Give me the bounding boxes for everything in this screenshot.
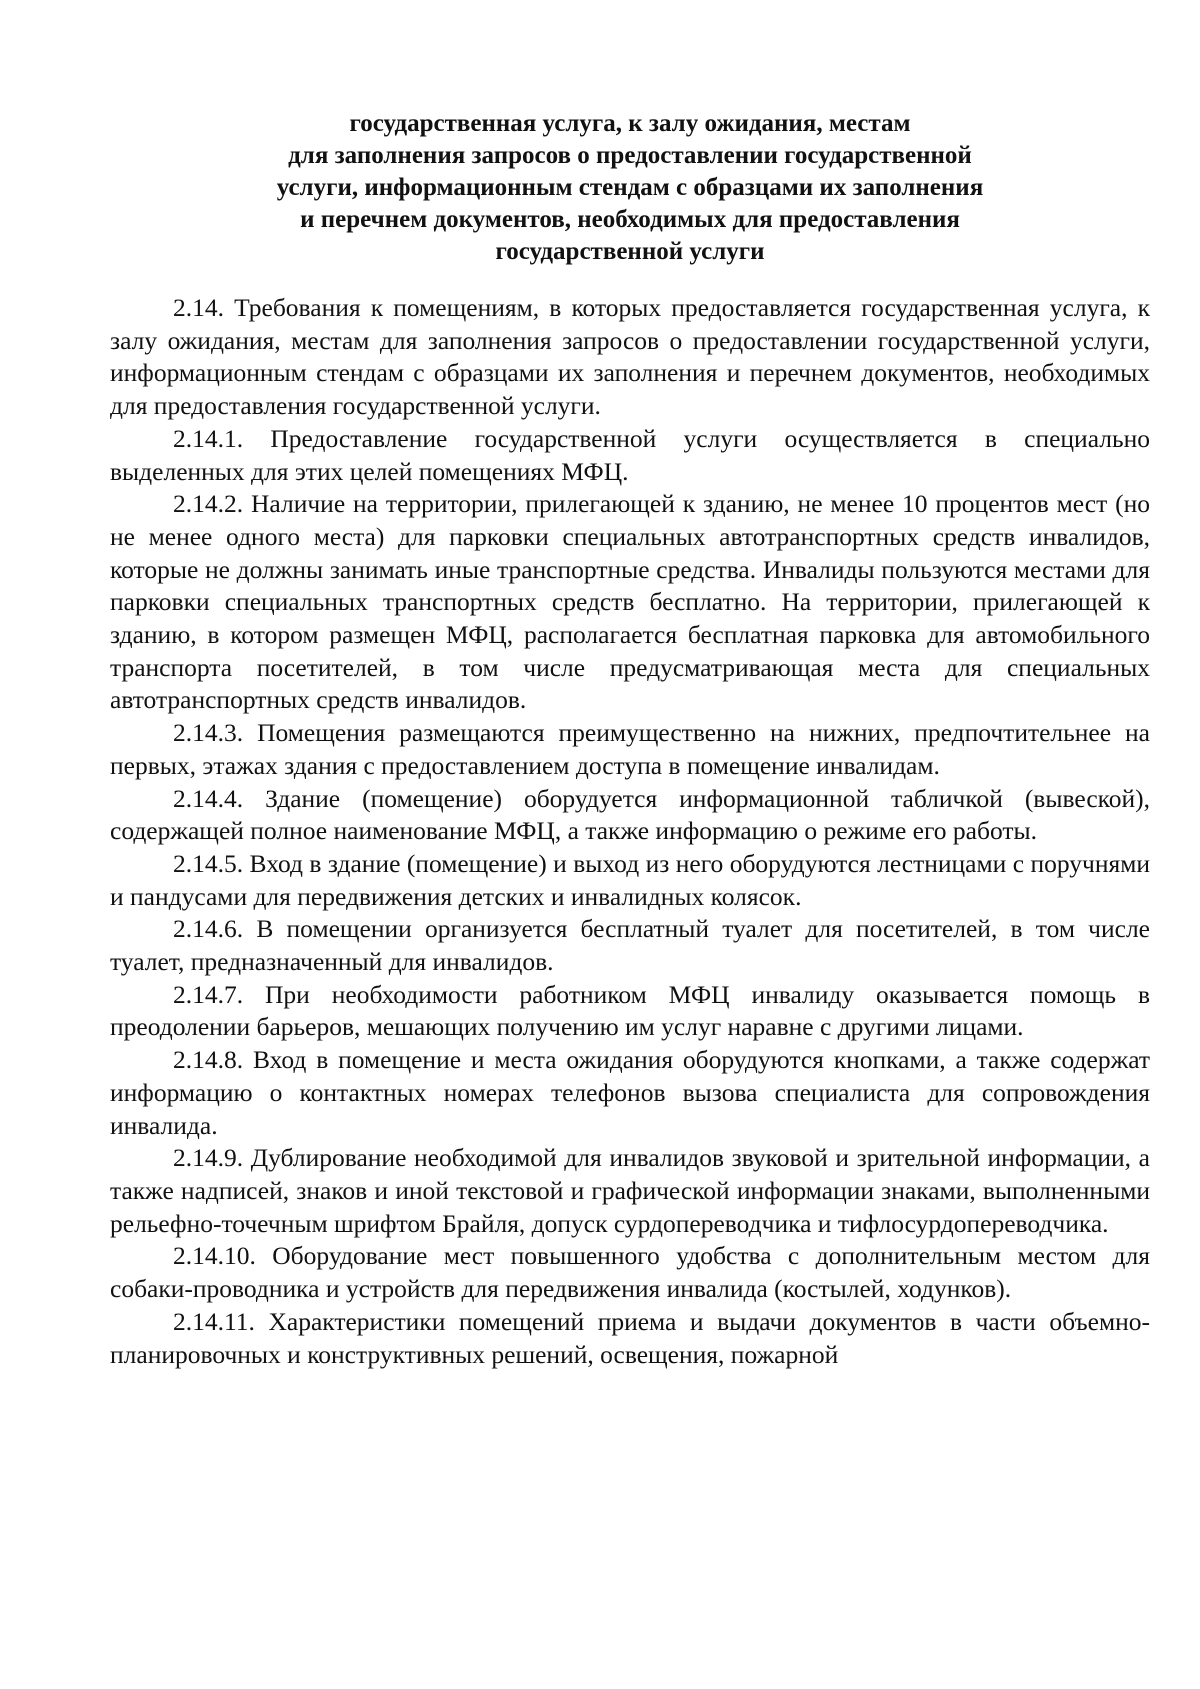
heading-line: для заполнения запросов о предоставлении государственной bbox=[288, 142, 972, 169]
heading-line: государственной услуги bbox=[495, 238, 765, 265]
paragraph-2-14-11: 2.14.11. Характеристики помещений приема и выдачи документов в части объемно-планировочных и конструктивных решений, освещения, пожарной bbox=[110, 1306, 1150, 1369]
paragraph-2-14: 2.14. Требования к помещениям, в которых предоставляется государственная услуга, к залу ожидания, местам для заполнения запросов о предоставлении государственной услуги, информационным стендам с образцами их заполнения и перечнем документов, необходимых для предоставления государственной услуги. bbox=[110, 293, 1150, 421]
document-page bbox=[110, 108, 1150, 1371]
section-heading bbox=[110, 108, 1150, 268]
heading-line: услуги, информационным стендам с образцами их заполнения bbox=[276, 174, 984, 201]
paragraph-2-14-3: 2.14.3. Помещения размещаются преимущественно на нижних, предпочтительнее на первых, этажах здания с предоставлением доступа в помещение инвалидам. bbox=[110, 718, 1150, 780]
heading-line: государственная услуга, к залу ожидания, местам bbox=[349, 110, 911, 137]
paragraph-2-14-8: 2.14.8. Вход в помещение и места ожидания оборудуются кнопками, а также содержат информацию о контактных номерах телефонов вызова специалиста для сопровождения инвалида. bbox=[110, 1045, 1150, 1140]
paragraph-2-14-2: 2.14.2. Наличие на территории, прилегающей к зданию, не менее 10 процентов мест (но не менее одного места) для парковки специальных автотранспортных средств инвалидов, которые не должны занимать иные транспортные средства. Инвалиды пользуются местами для парковки специальных транспортных средств бесплатно. На территории, прилегающей к зданию, в котором размещен МФЦ, располагается бесплатная парковка для автомобильного транспорта посетителей, в том числе предусматривающая места для специальных автотранспортных средств инвалидов. bbox=[110, 489, 1150, 715]
paragraph-2-14-5: 2.14.5. Вход в здание (помещение) и выход из него оборудуются лестницами с поручнями и пандусами для передвижения детских и инвалидных колясок. bbox=[110, 848, 1150, 911]
paragraph-2-14-7: 2.14.7. При необходимости работником МФЦ инвалиду оказывается помощь в преодолении барьеров, мешающих получению им услуг наравне с другими лицами. bbox=[110, 979, 1150, 1042]
paragraph-2-14-9: 2.14.9. Дублирование необходимой для инвалидов звуковой и зрительной информации, а также надписей, знаков и иной текстовой и графической информации знаками, выполненными рельефно-точечным шрифтом Брайля, допуск сурдопереводчика и тифлосурдопереводчика. bbox=[110, 1143, 1150, 1238]
paragraph-2-14-6: 2.14.6. В помещении организуется бесплатный туалет для посетителей, в том числе туалет, предназначенный для инвалидов. bbox=[110, 914, 1150, 977]
paragraph-2-14-4: 2.14.4. Здание (помещение) оборудуется информационной табличкой (вывеской), содержащей полное наименование МФЦ, а также информацию о режиме его работы. bbox=[110, 783, 1150, 846]
heading-line: и перечнем документов, необходимых для предоставления bbox=[300, 206, 960, 233]
paragraph-2-14-1: 2.14.1. Предоставление государственной услуги осуществляется в специально выделенных для этих целей помещениях МФЦ. bbox=[110, 423, 1150, 486]
paragraph-2-14-10: 2.14.10. Оборудование мест повышенного удобства с дополнительным местом для собаки-проводника и устройств для передвижения инвалида (костылей, ходунков). bbox=[110, 1241, 1150, 1304]
